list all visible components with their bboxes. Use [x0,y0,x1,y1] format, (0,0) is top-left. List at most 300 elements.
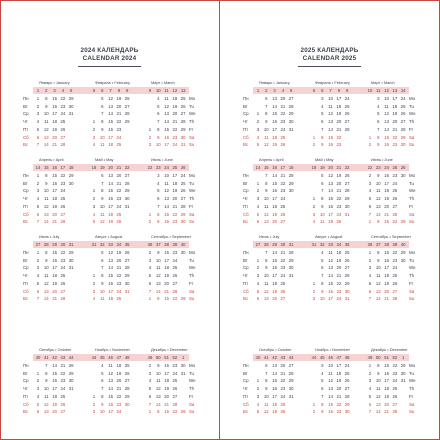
day-cell: 21 [52,296,57,302]
day-cell: 9 [45,180,48,186]
week-number: 24 [384,165,389,170]
day-cell: 10 [164,173,169,178]
day-cell: 12 [263,142,269,148]
week-number: 25 [172,165,178,170]
day-cell: 20 [172,196,178,202]
day-cell: 29 [180,296,186,302]
day-cell: 30 [180,250,186,255]
day-cell: 19 [272,409,277,415]
day-cell: 10 [319,211,325,217]
day-cell: 23 [60,257,66,263]
day-cell: 12 [108,96,113,101]
day-cell: 24 [336,296,342,302]
day-cell: 20 [172,111,178,117]
week-number: 39 [392,242,398,247]
day-cell: 27 [288,363,294,368]
week-number: 18 [288,165,294,170]
month-name: Июль • July [39,234,60,239]
weekday-label-en: Th [409,196,415,202]
day-cell: 8 [265,257,268,263]
day-cell: 21 [52,142,57,148]
page-title [220,47,439,63]
day-cell: 6 [321,386,324,392]
day-cell: 29 [124,188,130,194]
day-cell: 12 [375,196,381,202]
day-cell: 16 [272,386,277,392]
day-cell: 14 [384,126,389,132]
week-number: 9 [148,88,152,93]
week-number: 24 [164,165,169,170]
day-cell: 25 [280,203,286,209]
month-name: Октябрь • October [39,347,72,352]
day-cell: 1 [312,134,316,140]
day-cell: 25 [172,378,178,384]
day-cell: 9 [377,142,380,148]
week-number: 34 [116,242,122,247]
week-number-band [253,354,409,361]
day-cell: 6 [368,401,372,407]
day-cell: 25 [392,273,398,279]
day-cell: 5 [368,393,372,399]
day-cell: 23 [336,142,342,148]
day-cell: 13 [272,363,277,368]
day-cell: 10 [99,288,105,294]
day-cell: 19 [52,126,57,132]
month-name: Август • August [95,234,123,239]
day-cell: 30 [288,119,294,125]
day-cell: 21 [336,273,342,279]
day-cell: 27 [288,96,294,101]
day-cell: 15 [272,180,277,186]
day-cell: 8 [321,280,324,286]
week-number: 21 [116,165,122,170]
week-number: 15 [43,165,49,170]
week-number: 34 [336,242,342,247]
month-name: Ноябрь • November [315,347,350,352]
day-cell: 18 [328,219,333,225]
day-cell: 5 [92,219,96,225]
week-number: 33 [108,242,113,247]
day-cell: 22 [116,393,122,399]
day-cell: 11 [100,296,105,302]
weekday-label-ru: Сб [23,288,29,294]
week-number: 39 [172,242,178,247]
week-number: 36 [147,242,153,247]
week-number-band [253,241,409,248]
week-number: 14 [35,165,41,170]
week-number: 41 [43,355,49,360]
title-en: CALENDAR 2024 [82,55,137,62]
weekday-label-ru: Пт [243,393,249,399]
month-name: Ноябрь • November [95,347,130,352]
weekday-label-ru: Сб [243,211,249,217]
day-cell: 30 [180,363,186,368]
day-cell: 2 [36,103,40,109]
day-cell: 19 [272,142,277,148]
weekday-label-ru: Вт [243,180,248,186]
day-cell: 27 [124,378,130,384]
day-cell: 9 [45,378,48,384]
day-cell: 1 [92,273,96,279]
weekday-label-en: Tu [409,103,414,109]
weekday-label-ru: Пн [23,173,29,178]
week-number: 43 [280,355,286,360]
week-number-band [253,164,409,171]
day-cell: 3 [321,96,324,101]
weekday-label-en: Tu [409,180,414,186]
day-cell: 30 [68,378,74,384]
day-cell: 26 [60,280,66,286]
day-cell: 30 [124,280,130,286]
day-cell: 8 [265,111,268,117]
day-cell: 22 [336,134,342,140]
day-cell: 18 [272,134,277,140]
day-cell: 23 [336,409,342,415]
weekday-label-en: We [409,265,416,271]
week-number: 31 [91,242,97,247]
day-cell: 16 [272,265,277,271]
day-cell: 15 [164,296,169,302]
day-cell: 2 [148,363,152,368]
day-cell: 22 [172,409,178,415]
weekday-label-ru: Пн [23,96,29,101]
day-cell: 8 [101,393,104,399]
week-number: 32 [99,242,105,247]
day-cell: 25 [180,180,186,186]
day-cell: 4 [256,134,260,140]
day-cell: 13 [108,378,113,384]
day-cell: 27 [180,111,186,117]
weekday-label-en: Sa [409,288,415,294]
day-cell: 25 [344,103,350,109]
day-cell: 4 [148,378,152,384]
day-cell: 5 [321,111,324,117]
day-cell: 24 [60,188,66,194]
week-number: 1 [182,355,185,360]
weekday-label-en: Su [189,296,195,302]
day-cell: 31 [288,126,294,132]
weekday-label-ru: Сб [243,288,249,294]
day-cell: 28 [180,119,186,125]
weekday-label-en: Th [409,386,415,392]
day-cell: 17 [108,288,113,294]
day-cell: 22 [280,378,286,384]
week-number: 33 [328,242,333,247]
quarter-block [0,232,219,307]
day-cell: 14 [155,401,161,407]
day-cell: 3 [92,409,96,415]
week-number: 38 [164,242,169,247]
weekday-label-ru: Чт [23,119,28,125]
day-cell: 24 [116,203,122,209]
day-cell: 29 [400,219,406,225]
day-cell: 25 [172,265,178,271]
week-number: 16 [272,165,277,170]
day-cell: 3 [312,211,316,217]
day-cell: 18 [172,180,178,186]
day-cell: 27 [60,134,66,140]
day-cell: 10 [43,386,49,392]
day-cell: 28 [392,211,398,217]
quarter-block [220,155,439,230]
day-cell: 10 [155,370,161,376]
day-cell: 28 [344,393,350,399]
day-cell: 27 [124,173,130,178]
day-cell: 11 [328,370,333,376]
day-cell: 2 [92,196,96,202]
day-cell: 16 [328,409,333,415]
day-cell: 14 [155,288,161,294]
month-name: Январь • January [39,80,70,85]
day-cell: 24 [280,273,286,279]
day-cell: 25 [180,96,186,101]
weekday-label-en: We [409,188,416,194]
day-cell: 14 [272,173,277,178]
day-cell: 26 [180,188,186,194]
day-cell: 31 [180,370,186,376]
quarter-block [0,155,219,230]
day-cell: 31 [180,142,186,148]
day-cell: 17 [52,386,57,392]
day-cell: 23 [60,378,66,384]
day-cell: 14 [328,126,333,132]
week-number: 14 [255,165,261,170]
day-cell: 1 [148,126,152,132]
day-cell: 14 [52,363,57,368]
day-cell: 23 [392,173,398,178]
week-number: 5 [70,88,73,93]
day-cell: 6 [368,203,372,209]
day-cell: 17 [384,180,389,186]
day-cell: 16 [108,280,113,286]
day-cell: 12 [43,203,49,209]
week-number: 19 [99,165,105,170]
weekday-label-ru: Ср [23,188,29,194]
weekday-label-ru: Ср [243,188,249,194]
day-cell: 7 [368,296,372,302]
day-cell: 9 [265,265,268,271]
day-cell: 11 [264,280,269,286]
day-cell: 24 [392,180,398,186]
day-cell: 5 [101,96,104,101]
day-cell: 24 [180,173,186,178]
day-cell: 10 [155,142,161,148]
week-number: 36 [367,242,373,247]
weekday-label-en: We [189,111,196,117]
day-cell: 19 [108,219,113,225]
day-cell: 3 [368,265,372,271]
day-cell: 3 [377,96,380,101]
day-cell: 16 [108,196,113,202]
day-cell: 8 [101,119,104,125]
day-cell: 15 [272,378,277,384]
day-cell: 3 [312,296,316,302]
day-cell: 7 [36,296,40,302]
day-cell: 17 [164,370,169,376]
day-cell: 22 [280,111,286,117]
day-cell: 15 [108,273,113,279]
day-cell: 7 [101,265,104,271]
day-cell: 28 [60,142,66,148]
day-cell: 14 [164,119,169,125]
weekday-label-en: We [189,265,196,271]
day-cell: 26 [392,280,398,286]
day-cell: 27 [392,288,398,294]
day-cell: 30 [68,103,74,109]
day-cell: 9 [321,203,324,209]
week-number: 40 [35,355,41,360]
month-name: Март • March [371,80,395,85]
day-cell: 11 [264,203,269,209]
weekday-label-ru: Чт [23,196,28,202]
day-cell: 9 [321,142,324,148]
week-number: 14 [400,88,406,93]
day-cell: 16 [384,370,389,376]
day-cell: 12 [164,103,169,109]
day-cell: 5 [377,111,380,117]
weekday-label-ru: Сб [243,134,249,140]
weekday-label-en: Th [189,386,195,392]
weekday-label-en: Th [189,196,195,202]
day-cell: 7 [101,180,104,186]
day-cell: 9 [377,173,380,178]
day-cell: 5 [36,126,40,132]
month-name: Октябрь • October [259,347,292,352]
day-cell: 6 [101,173,104,178]
day-cell: 16 [52,180,57,186]
day-cell: 27 [60,409,66,415]
weekday-label-en: Tu [189,257,194,263]
day-cell: 6 [148,393,152,399]
day-cell: 2 [148,134,152,140]
day-cell: 20 [384,203,389,209]
day-cell: 14 [108,265,113,271]
day-cell: 9 [101,126,104,132]
week-number: 18 [311,165,317,170]
day-cell: 13 [43,288,49,294]
week-number: 35 [344,242,350,247]
day-cell: 1 [256,180,260,186]
day-cell: 18 [272,203,277,209]
day-cell: 19 [384,393,389,399]
weekday-label-ru: Сб [23,134,29,140]
week-number: 28 [263,242,269,247]
day-cell: 3 [148,257,152,263]
week-number-band [33,354,189,361]
day-cell: 18 [272,280,277,286]
day-cell: 21 [164,288,169,294]
day-cell: 14 [108,180,113,186]
day-cell: 8 [377,250,380,255]
day-cell: 19 [116,250,122,255]
day-cell: 6 [36,134,40,140]
week-number: 26 [400,165,406,170]
week-number: 51 [384,355,389,360]
day-cell: 14 [43,219,49,225]
day-cell: 9 [321,409,324,415]
day-cell: 23 [280,265,286,271]
weekday-label-ru: Пт [23,126,29,132]
weekday-label-ru: Пт [243,203,249,209]
day-cell: 18 [116,363,122,368]
day-cell: 29 [400,250,406,255]
day-cell: 10 [384,96,389,101]
day-cell: 22 [280,257,286,263]
quarter-block [0,78,219,153]
weekday-label-en: Tu [189,370,194,376]
day-cell: 19 [52,280,57,286]
weekday-label-en: Fr [189,393,194,399]
day-cell: 16 [108,401,113,407]
day-cell: 25 [60,273,66,279]
day-cell: 9 [321,288,324,294]
day-cell: 6 [256,296,260,302]
day-cell: 9 [157,250,160,255]
day-cell: 29 [68,96,74,101]
day-cell: 5 [148,386,152,392]
day-cell: 26 [124,370,130,376]
day-cell: 8 [377,219,380,225]
day-cell: 26 [344,111,350,117]
day-cell: 22 [392,363,398,368]
month-name: Сентябрь • September [151,234,191,239]
month-name: Июнь • June [151,157,173,162]
day-cell: 30 [288,386,294,392]
week-number: 17 [280,165,286,170]
week-number: 52 [172,355,178,360]
day-cell: 28 [124,111,130,117]
day-cell: 6 [101,257,104,263]
day-cell: 20 [52,409,57,415]
weekday-label-en: Sa [189,134,195,140]
week-number: 12 [172,88,178,93]
day-cell: 1 [256,111,260,117]
day-cell: 1 [36,96,40,101]
day-cell: 15 [108,119,113,125]
weekday-label-ru: Чт [243,273,248,279]
day-cell: 14 [43,296,49,302]
day-cell: 5 [36,280,40,286]
day-cell: 7 [265,250,268,255]
day-cell: 2 [312,288,316,294]
week-number: 1 [36,88,40,93]
weekday-label-en: Su [189,409,195,415]
day-cell: 13 [263,296,269,302]
day-cell: 2 [92,401,96,407]
day-cell: 6 [101,103,104,109]
day-cell: 5 [368,280,372,286]
day-cell: 14 [375,409,381,415]
day-cell: 23 [172,219,178,225]
day-cell: 23 [116,280,122,286]
week-number: 25 [392,165,398,170]
day-cell: 2 [256,386,260,392]
week-number: 31 [288,242,294,247]
day-cell: 28 [344,126,350,132]
weekday-label-ru: Чт [243,119,248,125]
day-cell: 16 [328,288,333,294]
day-cell: 19 [384,280,389,286]
day-cell: 19 [164,273,169,279]
day-cell: 23 [172,363,178,368]
day-cell: 12 [328,173,333,178]
week-number: 46 [328,355,333,360]
day-cell: 14 [375,211,381,217]
day-cell: 30 [180,134,186,140]
day-cell: 5 [321,378,324,384]
day-cell: 17 [108,409,113,415]
week-number: 2 [265,88,268,93]
